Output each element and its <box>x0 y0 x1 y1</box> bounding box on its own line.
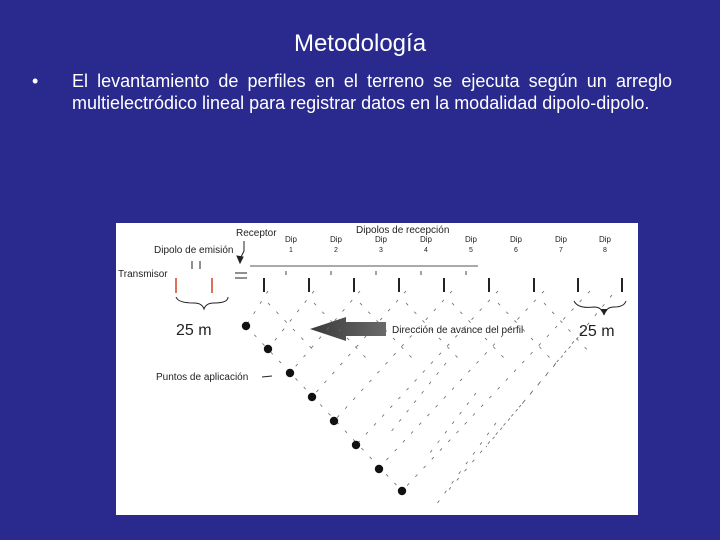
spacing-left-label: 25 m <box>176 322 212 339</box>
bullet-text: El levantamiento de perfiles en el terreno se ejecuta según un arreglo multielectródico lineal para registrar datos en la modalidad dipolo-dipolo. <box>72 71 672 113</box>
direction-label: Dirección de avance del perfil <box>392 325 524 336</box>
dipole-label-3-top: Dip <box>374 235 388 244</box>
transmisor-label: Transmisor <box>118 269 168 280</box>
receptor-label: Receptor <box>236 228 277 239</box>
dipole-label-8-num: 8 <box>603 247 607 254</box>
dipole-label-1-num: 1 <box>289 247 293 254</box>
dipole-label-3-num: 3 <box>379 247 383 254</box>
application-point-2 <box>264 345 272 353</box>
receptor-marker <box>235 241 247 278</box>
direction-arrow <box>310 317 386 341</box>
small-ticks <box>286 271 466 275</box>
receiver-electrodes <box>264 278 622 292</box>
application-point-4 <box>308 393 316 401</box>
dipole-label-1-top: Dip <box>284 235 298 244</box>
dipolo-emision-label: Dipolo de emisión <box>154 245 234 256</box>
dipole-label-6-top: Dip <box>509 235 523 244</box>
dipole-label-4-top: Dip <box>419 235 433 244</box>
dipole-label-7-num: 7 <box>559 247 563 254</box>
slide-title: Metodología <box>293 30 427 57</box>
right-arrow-head <box>600 309 608 315</box>
puntos-label: Puntos de aplicación <box>156 372 249 383</box>
application-point-7 <box>375 465 383 473</box>
dipole-label-5-num: 5 <box>469 247 473 254</box>
dipole-label-2-num: 2 <box>334 247 338 254</box>
application-points <box>242 322 406 495</box>
transmitter-electrodes <box>176 261 212 293</box>
dipole-label-8-top: Dip <box>598 235 612 244</box>
application-point-8 <box>398 487 406 495</box>
application-point-5 <box>330 417 338 425</box>
right-spacing-brace <box>574 301 626 315</box>
pseudosection-guide-lines <box>246 291 612 505</box>
application-point-6 <box>352 441 360 449</box>
dipole-label-7-top: Dip <box>554 235 568 244</box>
application-point-1 <box>242 322 250 330</box>
dipole-labels <box>285 235 612 254</box>
dipole-array-figure <box>116 223 638 515</box>
spacing-right-label: 25 m <box>579 323 615 340</box>
application-point-3 <box>286 369 294 377</box>
dipolos-recepcion-label: Dipolos de recepción <box>356 225 450 236</box>
bullet-item <box>32 70 672 114</box>
puntos-leader <box>262 376 272 377</box>
dipole-label-5-top: Dip <box>464 235 478 244</box>
bullet-marker: • <box>32 71 39 91</box>
dipole-array-diagram <box>116 223 638 515</box>
dipole-label-4-num: 4 <box>424 247 428 254</box>
dipole-label-2-top: Dip <box>329 235 343 244</box>
dipole-label-6-num: 6 <box>514 247 518 254</box>
left-spacing-brace <box>176 297 228 309</box>
